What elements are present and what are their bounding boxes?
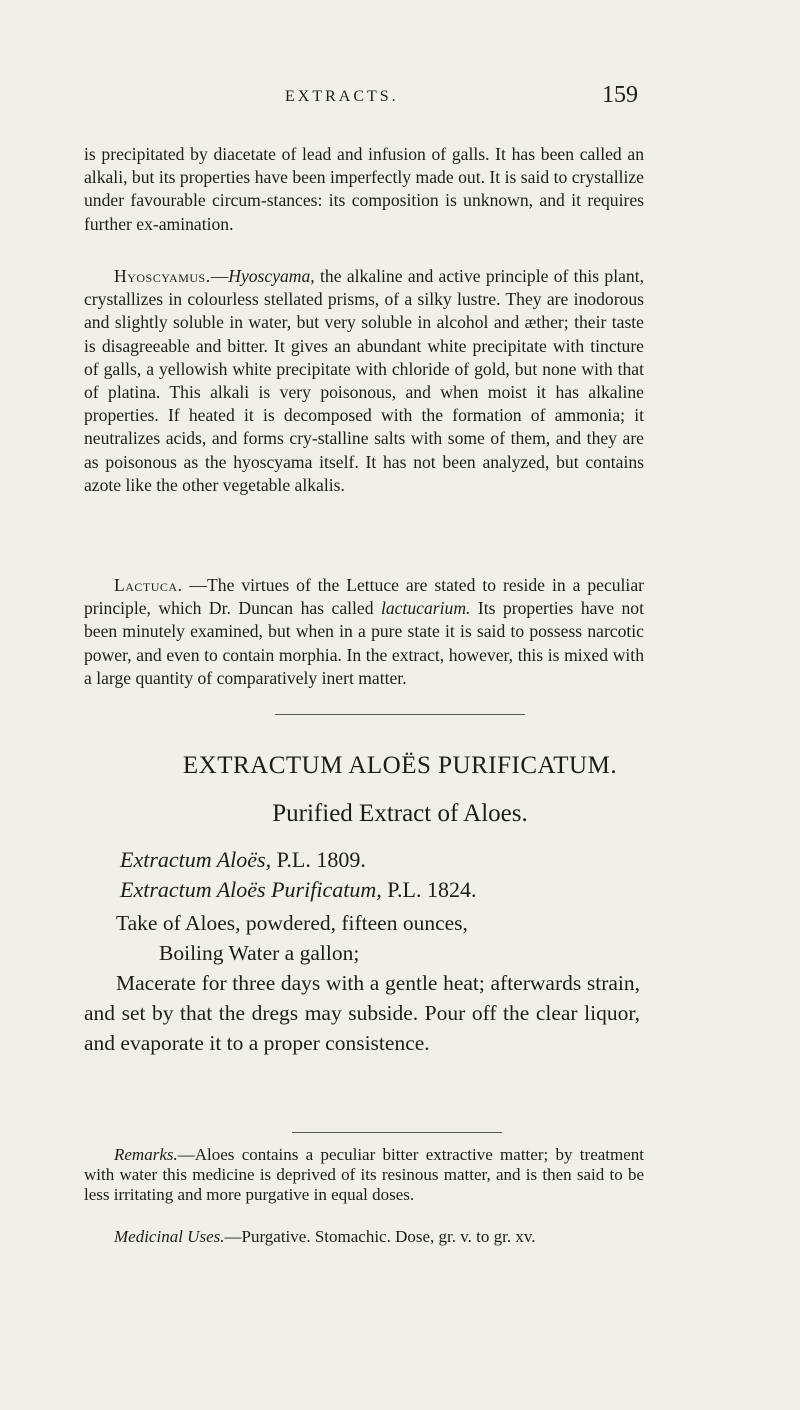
recipe-body: Macerate for three days with a gentle heat; afterwards strain, and set by that the dregs may subside. Pour off the clear liquor, and evaporate it to a proper consistence. [84, 971, 640, 1055]
intro-text: is precipitated by diacetate of lead and infusion of galls. It has been called an alkali, but its properties have been imperfectly made out. It is said to crystallize under favourable circum-stances: its composition is unknown, and it requires further ex-amination. [84, 144, 644, 234]
lactuca-heading: Lactuca. [114, 575, 183, 595]
hyoscyamus-heading: Hyoscyamus. [114, 266, 211, 286]
section-divider [275, 714, 525, 715]
remarks-text: —Aloes contains a peculiar bitter extractive matter; by treatment with water this medicine is deprived of its resinous matter, and is then said to be less irritating and more purgative in equal doses. [84, 1145, 644, 1204]
running-head [0, 82, 800, 118]
lactuca-text-a: —The virtues of the Lettuce are stated to reside in a peculiar principle, which Dr. Duncan has called [84, 575, 644, 619]
remarks-label: Remarks. [114, 1145, 178, 1164]
synonym-2-ref: P.L. 1824. [381, 877, 477, 902]
hyoscyamus-text: the alkaline and active principle of this plant, crystallizes in colourless stellated prisms, of a silky lustre. They are inodorous and slightly soluble in water, but very soluble in alcohol and æther; their taste is disagreeable and bitter. It gives an abundant white precipitate with tincture of galls, a yellowish white precipitate with chloride of gold, but none with that of platina. This alkali is very poisonous, and when moist it has alkaline properties. If heated it is decomposed with the formation of ammonia; it neutralizes acids, and forms cry-stalline salts with some of them, and they are as poisonous as the hyoscyama itself. It has not been analyzed, but contains azote like the other vegetable alkalis. [84, 266, 644, 495]
hyoscyamus-term: Hyoscyama, [228, 266, 315, 286]
recipe-line-1: Take of Aloes, powdered, fifteen ounces, [116, 911, 468, 935]
synonym-2 [120, 876, 476, 904]
lactuca-paragraph [84, 574, 644, 690]
hyoscyamus-dash: — [210, 266, 229, 286]
lactuca-text-b: Its properties have not been minutely examined, but when in a pure state it is said to possess narcotic power, and even to contain morphia. In the extract, however, this is mixed with a large quantity of comparatively inert matter. [84, 598, 644, 688]
page-number: 159 [602, 82, 638, 108]
synonym-1 [120, 846, 366, 874]
recipe-line-2: Boiling Water a gallon; [159, 941, 360, 965]
medicinal-label: Medicinal Uses. [114, 1227, 225, 1246]
medicinal-text: —Purgative. Stomachic. Dose, gr. v. to gr. xv. [224, 1227, 536, 1246]
remarks-paragraph [84, 1145, 644, 1205]
section-title: EXTRACTUM ALOËS PURIFICATUM. [182, 752, 618, 779]
synonym-1-ref: P.L. 1809. [271, 847, 366, 872]
intro-paragraph [84, 143, 644, 236]
hyoscyamus-paragraph [84, 265, 644, 497]
synonym-1-name: Extractum Aloës, [120, 847, 272, 872]
section-subtitle: Purified Extract of Aloes. [272, 800, 528, 827]
recipe [84, 908, 640, 1058]
notes-divider [292, 1132, 502, 1133]
lactuca-term: lactucarium. [381, 598, 471, 619]
medicinal-paragraph [84, 1227, 644, 1247]
synonym-2-name: Extractum Aloës Purificatum, [120, 877, 382, 902]
running-title: EXTRACTS. [285, 88, 399, 105]
